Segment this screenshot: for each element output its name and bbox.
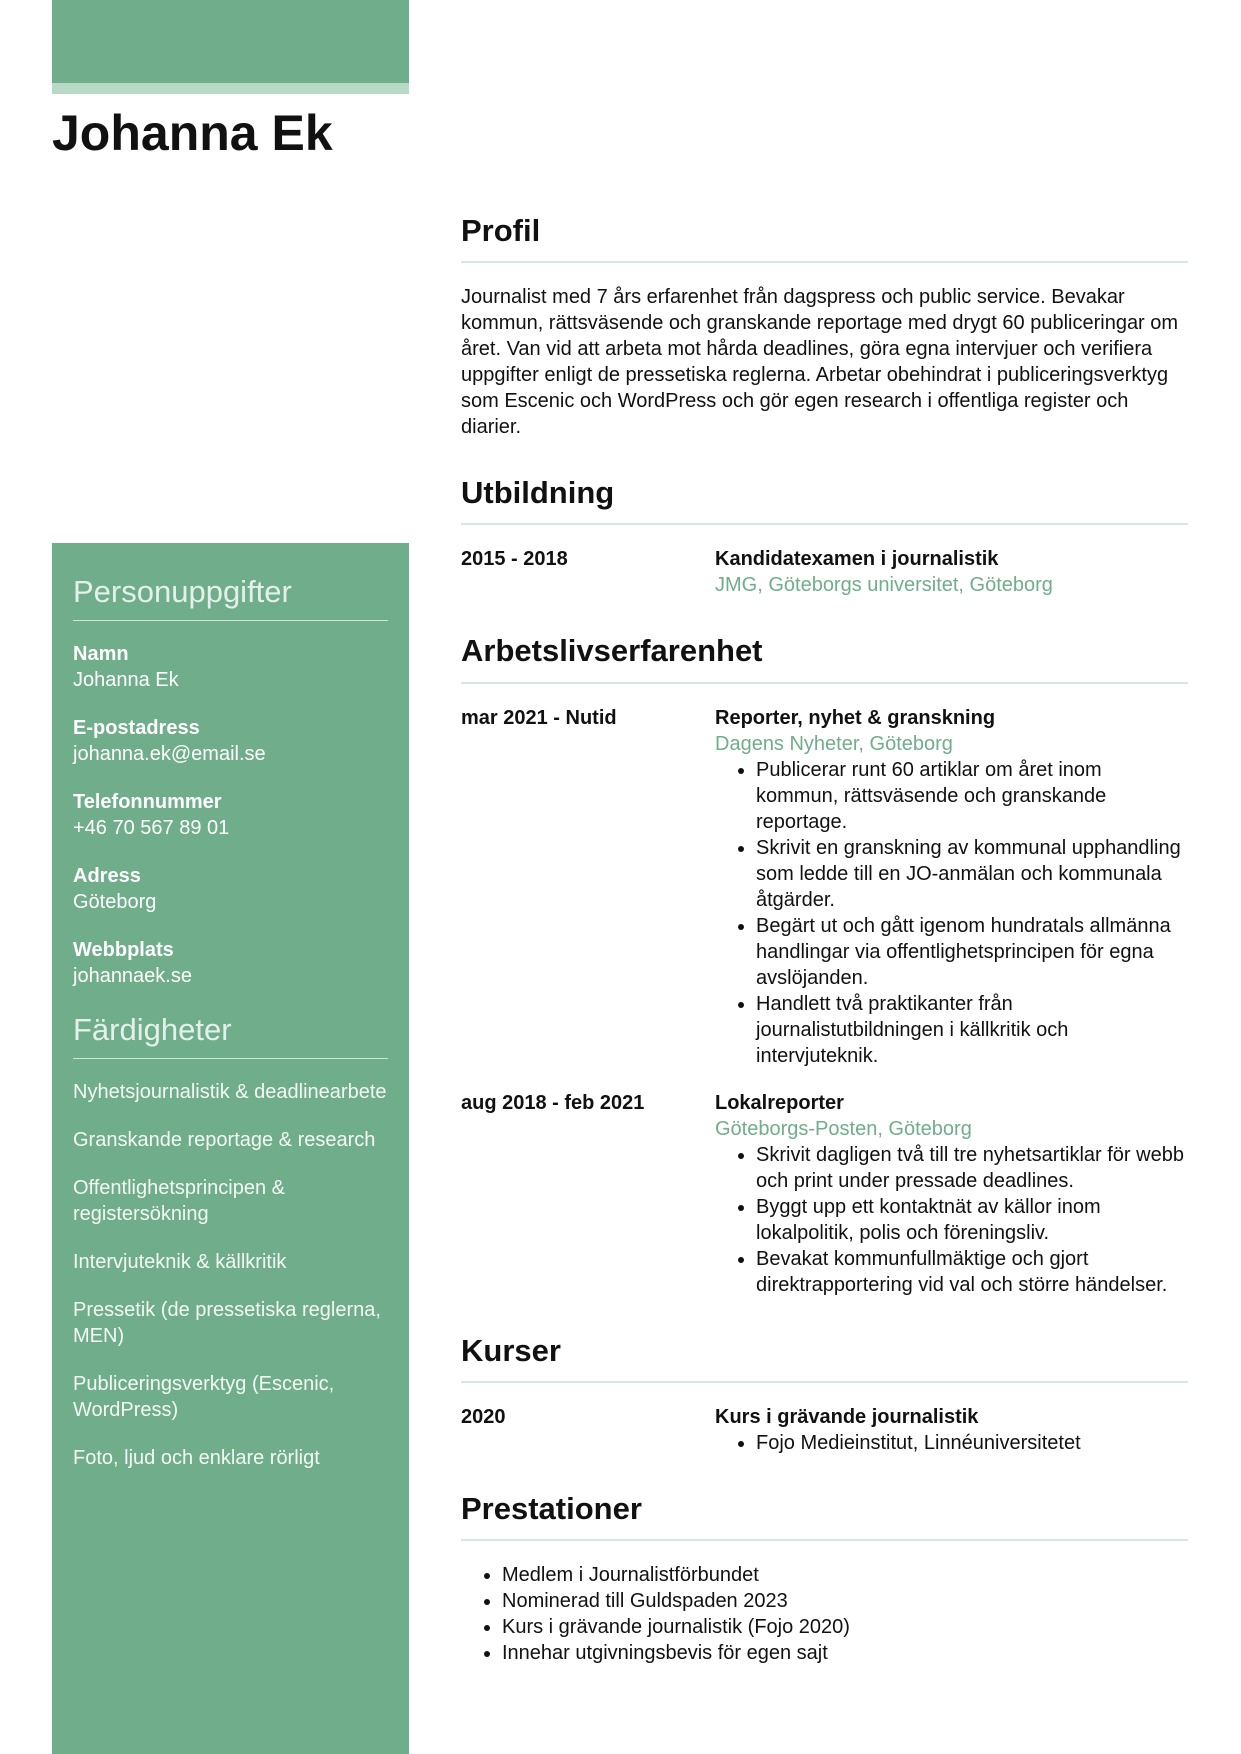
skill-item: Publiceringsverktyg (Escenic, WordPress) [73,1373,335,1422]
phone-value: +46 70 567 89 01 [73,817,230,840]
header-accent-stripe [52,83,409,94]
personal-info-email [73,715,388,767]
email-value[interactable]: johanna.ek@email.se [73,743,266,766]
entry-bullets [715,1430,1188,1456]
bullet-item: • Publicerar runt 60 artiklar om året inom kommun, rättsväsende och granskande reportage. [756,757,1188,835]
sidebar [52,543,409,1754]
experience-entry [461,705,1188,1069]
profile-heading: Profil [461,212,1188,263]
skills-list [73,1059,388,1471]
personal-info-phone [73,789,388,841]
profile-section [461,212,1188,440]
address-value: Göteborg [73,891,157,914]
personal-info-website [73,937,388,989]
entry-title: Reporter, nyhet & granskning [715,706,996,729]
achievements-section [461,1490,1188,1666]
entry-bullets [715,757,1188,1069]
courses-heading: Kurser [461,1332,1188,1383]
skill-item: Offentlighetsprincipen & registersökning [73,1177,285,1226]
education-section [461,474,1188,598]
personal-info-label: E-postadress [73,717,200,740]
profile-text: Journalist med 7 års erfarenhet från dagspress och public service. Bevakar kommun, rättsväsende och granskande reportage med drygt 60 publiceringar om året. Van vid att arbeta mot hårda deadlines, göra egna intervjuer och verifiera uppgifter enligt de pressetiska reglerna. Arbetar obehindrat i publiceringsverktyg som Escenic och WordPress och gör egen research i offentliga register och diarier. [461,286,1179,439]
header-accent-bar [52,0,409,83]
achievement-item: • Nominerad till Guldspaden 2023 [502,1588,1188,1614]
bullet-item: • Skrivit en granskning av kommunal upphandling som ledde till en JO-anmälan och kommunala åtgärder. [756,835,1188,913]
skills-heading: Färdigheter [73,1011,388,1059]
experience-entry [461,1090,1188,1298]
entry-body [715,546,1188,598]
bullet-item: • Begärt ut och gått igenom hundratals allmänna handlingar via offentlighetsprincipen för egna avslöjanden. [756,913,1188,991]
achievement-item: • Kurs i grävande journalistik (Fojo 2020) [502,1614,1188,1640]
main-content [461,212,1188,1666]
skill-item: Nyhetsjournalistik & deadlinearbete [73,1081,387,1104]
skill-item: Intervjuteknik & källkritik [73,1251,287,1274]
entry-body [715,705,1188,1069]
entry-organization: JMG, Göteborgs universitet, Göteborg [715,574,1053,597]
personal-info-label: Telefonnummer [73,791,222,814]
entry-date: aug 2018 - feb 2021 [461,1091,645,1114]
education-entry [461,546,1188,598]
entry-organization: Dagens Nyheter, Göteborg [715,732,953,755]
bullet-item: • Bevakat kommunfullmäktige och gjort direktrapportering vid val och större händelser. [756,1246,1188,1298]
entry-organization: Göteborgs-Posten, Göteborg [715,1117,972,1140]
entry-bullets [715,1142,1188,1298]
achievements-heading: Prestationer [461,1490,1188,1541]
website-link[interactable]: johannaek.se [73,965,192,988]
bullet-item: • Handlett två praktikanter från journalistutbildningen i källkritik och intervjuteknik. [756,991,1188,1069]
personal-info-name [73,641,388,693]
skill-item: Pressetik (de pressetiska reglerna, MEN) [73,1299,381,1348]
entry-body [715,1090,1188,1298]
experience-heading: Arbetslivserfarenhet [461,632,1188,683]
entry-title: Lokalreporter [715,1091,844,1114]
bullet-item: • Skrivit dagligen två till tre nyhetsartiklar för webb och print under pressade deadlines. [756,1142,1188,1194]
candidate-name: Johanna Ek [52,105,333,161]
personal-info-list [73,621,388,989]
skill-item: Granskande reportage & research [73,1129,376,1152]
entry-body [715,1404,1188,1456]
bullet-item: • Fojo Medieinstitut, Linnéuniversitetet [756,1430,1188,1456]
education-heading: Utbildning [461,474,1188,525]
course-entry [461,1404,1188,1456]
personal-info-label: Adress [73,865,141,888]
entry-date: mar 2021 - Nutid [461,706,617,729]
personal-info-label: Namn [73,643,129,666]
entry-date: 2020 [461,1405,506,1428]
achievements-list [461,1562,1188,1666]
courses-section [461,1332,1188,1456]
experience-section [461,632,1188,1297]
achievement-item: • Medlem i Journalistförbundet [502,1562,1188,1588]
achievement-item: • Innehar utgivningsbevis för egen sajt [502,1640,1188,1666]
personal-info-address [73,863,388,915]
personal-info-label: Webbplats [73,939,174,962]
personal-info-value: Johanna Ek [73,669,179,692]
personal-info-heading: Personuppgifter [73,573,388,621]
bullet-item: • Byggt upp ett kontaktnät av källor inom lokalpolitik, polis och föreningsliv. [756,1194,1188,1246]
entry-date: 2015 - 2018 [461,548,568,571]
skill-item: Foto, ljud och enklare rörligt [73,1447,320,1470]
entry-title: Kandidatexamen i journalistik [715,548,999,571]
entry-title: Kurs i grävande journalistik [715,1405,979,1428]
